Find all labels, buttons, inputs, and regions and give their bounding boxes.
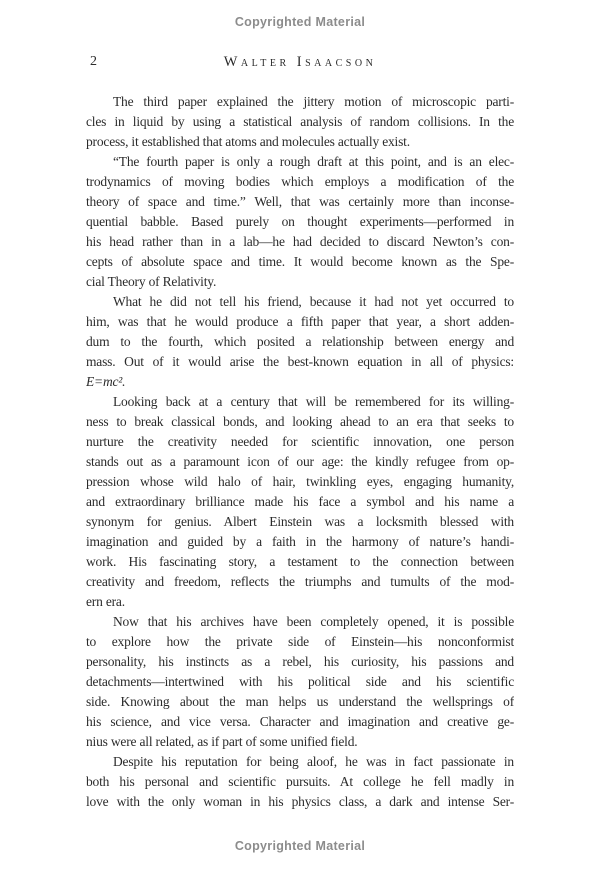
text-line: ness to break classical bonds, and looking ahead to an era that seeks to [86,414,514,429]
text-line: quential babble. Based purely on thought experiments—performed in [86,214,514,229]
text-line: his science, and vice versa. Character and imagination and creative ge- [86,714,514,729]
paragraph [86,152,514,292]
text-line: his head rather than in a lab—he had decided to discard Newton’s con- [86,234,514,249]
text-line: pression whose wild halo of hair, twinkling eyes, engaging humanity, [86,474,514,489]
text-line: cepts of absolute space and time. It would become known as the Spe- [86,254,514,269]
text-line: cial Theory of Relativity. [86,274,217,289]
text-line: cles in liquid by using a statistical analysis of random collisions. In the [86,114,514,129]
text-line: mass. Out of it would arise the best-known equation in all of physics: [86,354,514,369]
text-line: nurture the creativity needed for scientific innovation, one person [86,434,514,449]
text-line: The third paper explained the jittery motion of microscopic parti- [113,94,514,109]
text-line: personality, his instincts as a rebel, his curiosity, his passions and [86,654,514,669]
running-header: Walter Isaacson [223,54,377,70]
copyright-notice-bottom: Copyrighted Material [234,839,366,853]
paragraph [86,612,514,752]
text-line: trodynamics of moving bodies which employs a modification of the [86,174,514,189]
text-line: detachments—intertwined with his political side and his scientific [86,674,514,689]
text-line: What he did not tell his friend, because it had not yet occurred to [113,294,514,309]
body-text [86,92,514,812]
text-line: Looking back at a century that will be remembered for its willing- [113,394,514,409]
text-line: love with the only woman in his physics class, a dark and intense Ser- [86,794,514,809]
text-line: both his personal and scientific pursuits. At college he fell madly in [86,774,514,789]
paragraph [86,392,514,612]
text-line: stands out as a paramount icon of our age: the kindly refugee from op- [86,454,514,469]
text-line: Now that his archives have been completely opened, it is possible [113,614,514,629]
text-line: to explore how the private side of Einstein—his nonconformist [86,634,514,649]
text-line: theory of space and time.” Well, that was certainly more than inconse- [86,194,514,209]
text-line: imagination and guided by a faith in the harmony of nature’s handi- [86,534,514,549]
text-line: him, was that he would produce a fifth paper that year, a short adden- [86,314,514,329]
text-line: “The fourth paper is only a rough draft at this point, and is an elec- [113,154,514,169]
text-line: creativity and freedom, reflects the triumphs and tumults of the mod- [86,574,514,589]
paragraph [86,292,514,392]
text-line: synonym for genius. Albert Einstein was a locksmith blessed with [86,514,514,529]
text-line: dum to the fourth, which posited a relationship between energy and [86,334,514,349]
page-header [86,54,514,72]
paragraph [86,92,514,152]
text-line: and extraordinary brilliance made his face a symbol and his name a [86,494,514,509]
text-line: Despite his reputation for being aloof, he was in fact passionate in [113,754,514,769]
copyright-notice-top: Copyrighted Material [234,15,366,29]
page-number: 2 [90,54,97,69]
text-line: nius were all related, as if part of some unified field. [86,734,358,749]
text-line: process, it established that atoms and molecules actually exist. [86,134,410,149]
text-line: work. His fascinating story, a testament to the connection between [86,554,514,569]
text-line: E=mc². [86,374,126,389]
text-line: side. Knowing about the man helps us understand the wellsprings of [86,694,514,709]
paragraph [86,752,514,812]
text-line: ern era. [86,594,125,609]
